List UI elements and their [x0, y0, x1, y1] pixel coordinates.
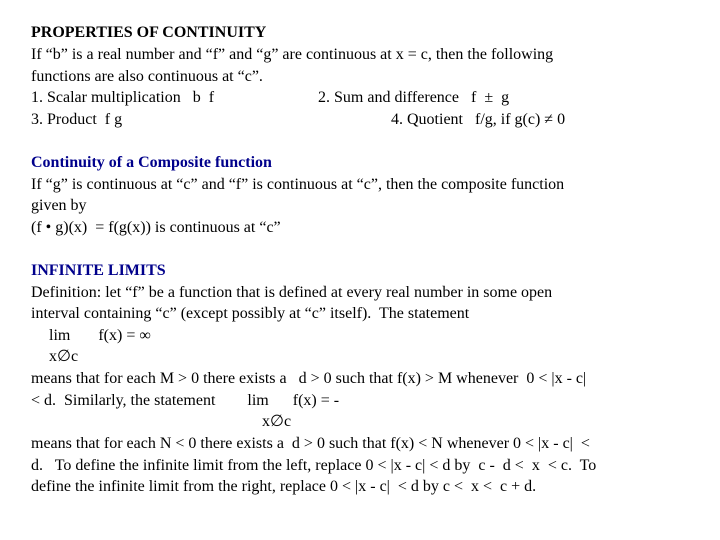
- composite-line-1: If “g” is continuous at “c” and “f” is continuous at “c”, then the composite function: [31, 176, 565, 193]
- limit-negative-subscript: x∅c: [262, 413, 292, 430]
- infinite-limits-heading: INFINITE LIMITS: [31, 262, 166, 279]
- property-sum-difference: 2. Sum and difference f ± g: [318, 89, 510, 106]
- properties-intro-line-1: If “b” is a real number and “f” and “g” are continuous at x = c, then the following: [31, 46, 554, 63]
- composite-line-3: (f • g)(x) = f(g(x)) is continuous at “c”: [31, 219, 281, 236]
- property-scalar-multiplication: 1. Scalar multiplication b f: [31, 89, 215, 106]
- definition-line-2: interval containing “c” (except possibly at “c” itself). The statement: [31, 305, 470, 322]
- limit-positive-infinity: lim f(x) = ∞: [49, 327, 151, 344]
- means-negative-line-1: means that for each N < 0 there exists a d > 0 such that f(x) < N whenever 0 < |x - c| <: [31, 435, 590, 452]
- properties-heading: PROPERTIES OF CONTINUITY: [31, 24, 267, 41]
- property-quotient: 4. Quotient f/g, if g(c) ≠ 0: [391, 111, 566, 128]
- means-positive-line-2: < d. Similarly, the statement lim f(x) = -: [31, 392, 340, 409]
- definition-line-1: Definition: let “f” be a function that is defined at every real number in some open: [31, 284, 553, 301]
- composite-heading: Continuity of a Composite function: [31, 154, 272, 171]
- limit-positive-subscript: x∅c: [49, 348, 79, 365]
- composite-line-2: given by: [31, 197, 87, 214]
- means-positive-line-1: means that for each M > 0 there exists a d > 0 such that f(x) > M whenever 0 < |x - c|: [31, 370, 587, 387]
- means-negative-line-2: d. To define the infinite limit from the left, replace 0 < |x - c| < d by c - d < x < c. To: [31, 457, 597, 474]
- properties-intro-line-2: functions are also continuous at “c”.: [31, 68, 263, 85]
- property-product: 3. Product f g: [31, 111, 123, 128]
- properties-items-row-2: [31, 110, 691, 130]
- properties-items-row-1: [31, 88, 691, 108]
- means-negative-line-3: define the infinite limit from the right, replace 0 < |x - c| < d by c < x < c + d.: [31, 478, 537, 495]
